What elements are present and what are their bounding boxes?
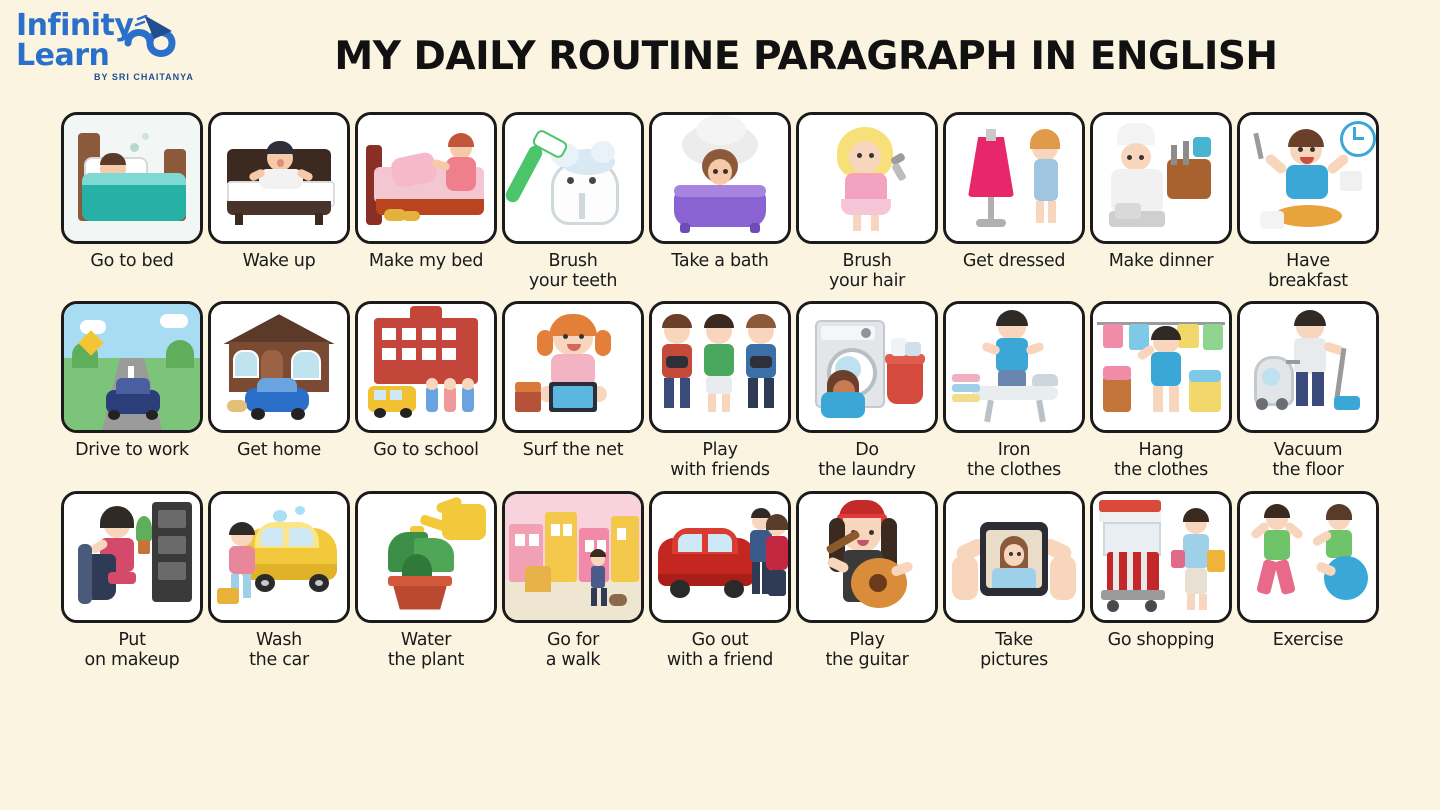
routine-card[interactable] bbox=[649, 112, 791, 244]
routine-card[interactable] bbox=[943, 112, 1085, 244]
routine-item[interactable] bbox=[1236, 491, 1380, 650]
routine-card[interactable] bbox=[796, 301, 938, 433]
washing-machine-icon bbox=[799, 304, 935, 430]
routine-item[interactable] bbox=[1089, 112, 1233, 271]
routine-item[interactable] bbox=[942, 301, 1086, 480]
routine-card[interactable] bbox=[61, 491, 203, 623]
ironing-board-icon bbox=[946, 304, 1082, 430]
routine-card[interactable] bbox=[1237, 112, 1379, 244]
routine-label: Go out with a friend bbox=[666, 629, 774, 670]
routine-row bbox=[60, 112, 1380, 291]
routine-card[interactable] bbox=[61, 301, 203, 433]
routine-card[interactable] bbox=[502, 112, 644, 244]
routine-item[interactable] bbox=[354, 301, 498, 460]
routine-label: Brush your hair bbox=[828, 251, 906, 292]
routine-card[interactable] bbox=[943, 491, 1085, 623]
poster-header bbox=[0, 0, 1440, 112]
routine-item[interactable] bbox=[648, 301, 792, 480]
routine-card[interactable] bbox=[1090, 112, 1232, 244]
routine-card[interactable] bbox=[1237, 491, 1379, 623]
routine-card[interactable] bbox=[502, 301, 644, 433]
routine-item[interactable] bbox=[60, 491, 204, 670]
brand-tagline: BY SRI CHAITANYA bbox=[94, 72, 194, 82]
dress-mannequin-girl-icon bbox=[946, 115, 1082, 241]
routine-card[interactable] bbox=[943, 301, 1085, 433]
routine-card[interactable] bbox=[1090, 491, 1232, 623]
routine-item[interactable] bbox=[501, 112, 645, 291]
brand-logo bbox=[16, 8, 216, 101]
routine-card[interactable] bbox=[355, 491, 497, 623]
washing-yellow-car-icon bbox=[211, 494, 347, 620]
routine-label: Have breakfast bbox=[1268, 251, 1348, 292]
routine-grid bbox=[0, 112, 1440, 670]
routine-item[interactable] bbox=[207, 491, 351, 670]
routine-label: Surf the net bbox=[522, 440, 624, 461]
routine-card[interactable] bbox=[208, 301, 350, 433]
girl-brushing-hair-icon bbox=[799, 115, 935, 241]
routine-item[interactable] bbox=[1236, 112, 1380, 291]
routine-label: Exercise bbox=[1272, 629, 1344, 650]
friends-by-red-car-icon bbox=[652, 494, 788, 620]
girl-in-bathtub-icon bbox=[652, 115, 788, 241]
routine-item[interactable] bbox=[1089, 491, 1233, 650]
school-bus-building-icon bbox=[358, 304, 494, 430]
shopping-cart-store-icon bbox=[1093, 494, 1229, 620]
routine-item[interactable] bbox=[207, 112, 351, 271]
routine-label: Play the guitar bbox=[825, 629, 909, 670]
routine-item[interactable] bbox=[795, 301, 939, 480]
routine-label: Water the plant bbox=[387, 629, 465, 670]
routine-card[interactable] bbox=[1237, 301, 1379, 433]
routine-item[interactable] bbox=[501, 301, 645, 460]
routine-item[interactable] bbox=[942, 112, 1086, 271]
girl-with-laptop-icon bbox=[505, 304, 641, 430]
chef-cooking-icon bbox=[1093, 115, 1229, 241]
routine-card[interactable] bbox=[355, 301, 497, 433]
house-with-car-icon bbox=[211, 304, 347, 430]
routine-label: Make my bed bbox=[368, 251, 484, 271]
person-waking-up-icon bbox=[211, 115, 347, 241]
routine-item[interactable] bbox=[795, 491, 939, 670]
routine-label: Brush your teeth bbox=[528, 251, 618, 292]
watering-can-plant-icon bbox=[358, 494, 494, 620]
routine-card[interactable] bbox=[649, 491, 791, 623]
routine-item[interactable] bbox=[1236, 301, 1380, 480]
clothesline-icon bbox=[1093, 304, 1229, 430]
toothbrush-tooth-icon bbox=[505, 115, 641, 241]
routine-item[interactable] bbox=[354, 112, 498, 271]
infinity-arrow-icon bbox=[124, 13, 176, 71]
routine-label: Wash the car bbox=[249, 629, 309, 670]
routine-card[interactable] bbox=[208, 112, 350, 244]
routine-label: Drive to work bbox=[75, 440, 189, 461]
routine-card[interactable] bbox=[502, 491, 644, 623]
routine-item[interactable] bbox=[354, 491, 498, 670]
woman-at-vanity-icon bbox=[64, 494, 200, 620]
routine-card[interactable] bbox=[1090, 301, 1232, 433]
boy-breakfast-clock-icon bbox=[1240, 115, 1376, 241]
women-exercising-icon bbox=[1240, 494, 1376, 620]
person-sleeping-in-bed-icon bbox=[64, 115, 200, 241]
brand-name-line1: Infinity bbox=[16, 8, 134, 43]
routine-label: Get dressed bbox=[962, 251, 1066, 271]
routine-row bbox=[60, 301, 1380, 480]
taking-photo-phone-icon bbox=[946, 494, 1082, 620]
woman-playing-guitar-icon bbox=[799, 494, 935, 620]
routine-item[interactable] bbox=[648, 112, 792, 271]
routine-label: Put on makeup bbox=[84, 629, 180, 670]
routine-label: Go to bed bbox=[90, 251, 174, 271]
routine-label: Hang the clothes bbox=[1113, 440, 1208, 481]
routine-card[interactable] bbox=[355, 112, 497, 244]
routine-label: Get home bbox=[237, 440, 321, 461]
routine-label: Iron the clothes bbox=[966, 440, 1061, 481]
routine-item[interactable] bbox=[60, 301, 204, 460]
routine-item[interactable] bbox=[1089, 301, 1233, 480]
car-on-road-icon bbox=[64, 304, 200, 430]
routine-card[interactable] bbox=[208, 491, 350, 623]
routine-card[interactable] bbox=[61, 112, 203, 244]
routine-item[interactable] bbox=[60, 112, 204, 271]
brand-name-line2: Learn bbox=[16, 38, 110, 73]
routine-card[interactable] bbox=[796, 491, 938, 623]
routine-item[interactable] bbox=[501, 491, 645, 670]
brand-name bbox=[16, 8, 216, 73]
routine-label: Take a bath bbox=[671, 251, 769, 271]
routine-row bbox=[60, 491, 1380, 670]
routine-item[interactable] bbox=[648, 491, 792, 670]
routine-card[interactable] bbox=[796, 112, 938, 244]
girl-making-bed-icon bbox=[358, 115, 494, 241]
routine-item[interactable] bbox=[207, 301, 351, 460]
routine-item[interactable] bbox=[795, 112, 939, 291]
page-title: MY DAILY ROUTINE PARAGRAPH IN ENGLISH bbox=[334, 33, 1278, 79]
routine-label: Go for a walk bbox=[545, 629, 601, 670]
routine-label: Go to school bbox=[373, 440, 479, 461]
routine-label: Wake up bbox=[242, 251, 316, 271]
routine-label: Vacuum the floor bbox=[1272, 440, 1344, 481]
person-walking-street-icon bbox=[505, 494, 641, 620]
routine-label: Take pictures bbox=[980, 629, 1048, 670]
routine-label: Go shopping bbox=[1107, 629, 1215, 650]
routine-label: Do the laundry bbox=[818, 440, 916, 481]
routine-item[interactable] bbox=[942, 491, 1086, 670]
routine-label: Play with friends bbox=[670, 440, 770, 481]
vacuum-cleaner-icon bbox=[1240, 304, 1376, 430]
kids-playing-games-icon bbox=[652, 304, 788, 430]
routine-label: Make dinner bbox=[1108, 251, 1214, 271]
routine-card[interactable] bbox=[649, 301, 791, 433]
